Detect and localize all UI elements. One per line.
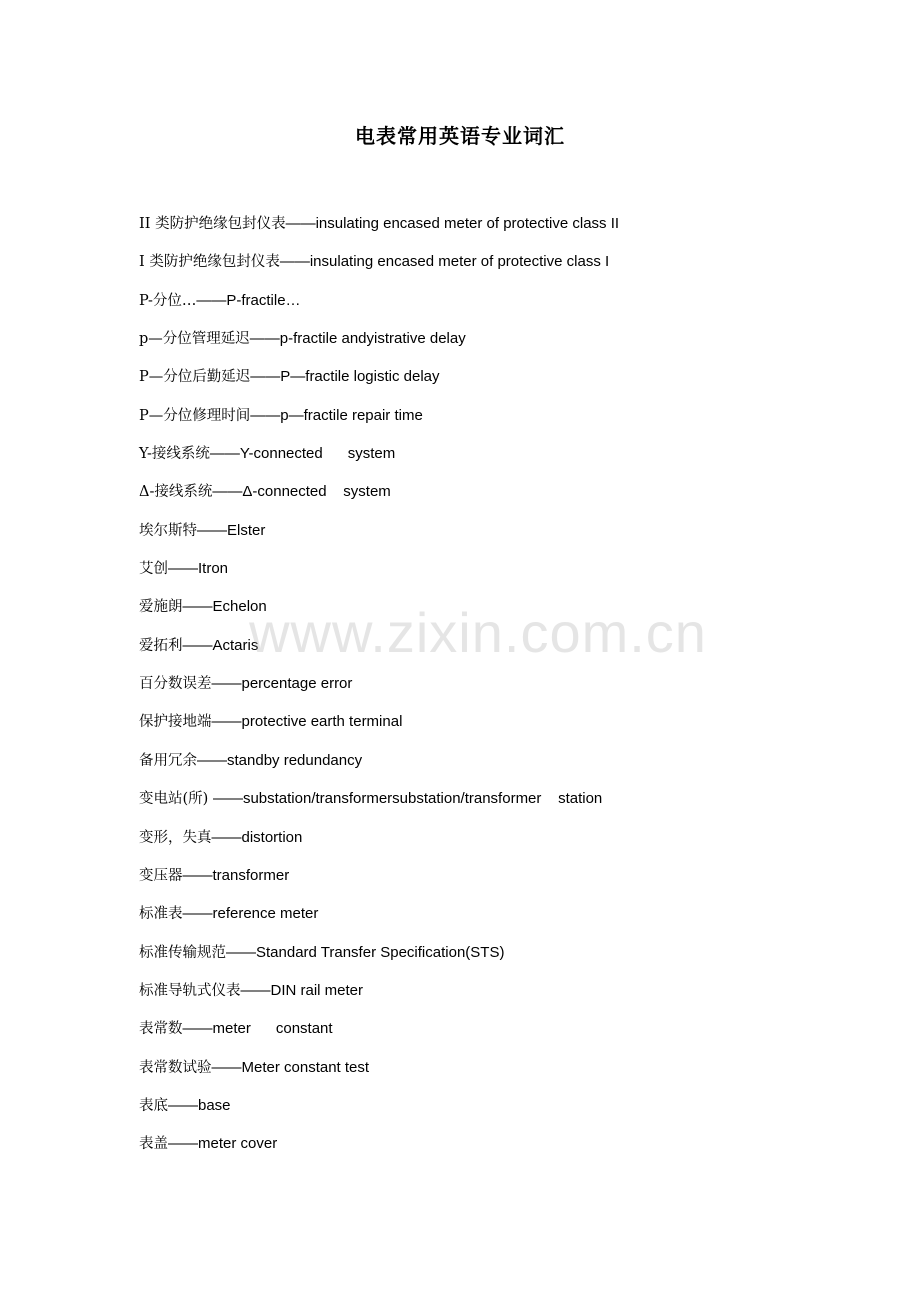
glossary-entry bbox=[139, 901, 839, 939]
term-separator: —— bbox=[211, 675, 242, 693]
term-separator: —— bbox=[250, 406, 281, 424]
term-chinese: 表常数 bbox=[139, 1021, 183, 1038]
glossary-entry bbox=[139, 748, 839, 786]
term-separator: —— bbox=[240, 981, 271, 999]
term-chinese: 标准表 bbox=[139, 906, 183, 923]
term-chinese: Δ-接线系统 bbox=[139, 484, 213, 501]
glossary-entry bbox=[139, 211, 839, 249]
term-separator: —— bbox=[212, 790, 243, 808]
term-separator: —— bbox=[197, 521, 227, 539]
page-title: 电表常用英语专业词汇 bbox=[355, 124, 565, 148]
term-separator: —— bbox=[182, 598, 213, 616]
term-separator: —— bbox=[212, 483, 243, 501]
glossary-entry bbox=[139, 825, 839, 863]
glossary-entry bbox=[139, 364, 839, 402]
term-separator: —— bbox=[182, 1020, 213, 1038]
term-chinese: p—分位管理延迟 bbox=[139, 331, 250, 348]
term-chinese: II 类防护绝缘包封仪表 bbox=[139, 216, 286, 232]
term-english: P-fractile… bbox=[226, 291, 301, 309]
term-chinese: P—分位修理时间 bbox=[139, 407, 251, 424]
glossary-entry bbox=[139, 863, 839, 901]
term-separator: —— bbox=[279, 253, 310, 271]
term-chinese: 变形，失真 bbox=[139, 829, 212, 846]
term-chinese: 备用冗余 bbox=[139, 752, 197, 769]
term-separator: —— bbox=[211, 828, 242, 846]
term-separator: —— bbox=[209, 445, 240, 463]
glossary-entry bbox=[139, 479, 839, 517]
term-chinese: 表常数试验 bbox=[139, 1059, 212, 1076]
term-english: Actaris bbox=[212, 636, 259, 654]
glossary-entry bbox=[139, 594, 839, 632]
term-separator: —— bbox=[182, 636, 213, 654]
term-english: Itron bbox=[198, 560, 229, 578]
term-chinese: P-分位… bbox=[139, 292, 197, 309]
glossary-entry bbox=[139, 671, 839, 709]
term-english: substation/transformersubstation/transformer station bbox=[242, 790, 603, 808]
term-chinese: 标准传输规范 bbox=[139, 944, 226, 961]
term-english: Meter constant test bbox=[241, 1058, 370, 1076]
term-separator: —— bbox=[182, 905, 213, 923]
term-chinese: 埃尔斯特 bbox=[139, 522, 197, 539]
term-chinese: 爱拓利 bbox=[139, 637, 183, 654]
term-chinese: 变压器 bbox=[139, 867, 183, 884]
term-chinese: 表底 bbox=[139, 1097, 168, 1114]
term-separator: —— bbox=[168, 560, 198, 578]
term-separator: —— bbox=[211, 713, 242, 731]
term-chinese: P—分位后勤延迟 bbox=[139, 369, 251, 386]
watermark: www.zixin.com.cn bbox=[249, 601, 707, 664]
term-english: protective earth terminal bbox=[241, 713, 403, 731]
glossary-entry bbox=[139, 978, 839, 1016]
term-separator: —— bbox=[211, 1058, 242, 1076]
term-english: insulating encased meter of protective class II bbox=[315, 215, 620, 232]
term-separator: —— bbox=[182, 866, 213, 884]
term-chinese: 标准导轨式仪表 bbox=[139, 982, 241, 999]
glossary-entry bbox=[139, 1016, 839, 1054]
term-separator: —— bbox=[250, 368, 281, 386]
term-english: Y-connected system bbox=[239, 445, 396, 463]
term-english: Elster bbox=[227, 521, 266, 539]
term-separator: —— bbox=[197, 751, 227, 769]
glossary-list bbox=[139, 211, 839, 1170]
glossary-entry bbox=[139, 1131, 839, 1169]
term-english: P—fractile logistic delay bbox=[280, 368, 440, 386]
term-english: Standard Transfer Specification(STS) bbox=[256, 943, 505, 961]
glossary-entry bbox=[139, 709, 839, 747]
glossary-entry bbox=[139, 326, 839, 364]
glossary-entry bbox=[139, 249, 839, 287]
glossary-entry bbox=[139, 633, 839, 671]
term-chinese: 爱施朗 bbox=[139, 599, 183, 616]
term-english: meter cover bbox=[198, 1135, 278, 1153]
term-english: p—fractile repair time bbox=[280, 406, 423, 424]
term-chinese: 变电站(所) bbox=[139, 791, 213, 808]
term-separator: —— bbox=[196, 291, 227, 309]
term-separator: —— bbox=[249, 330, 280, 348]
glossary-entry bbox=[139, 441, 839, 479]
term-english: Echelon bbox=[212, 598, 267, 616]
term-english: DIN rail meter bbox=[270, 981, 364, 999]
term-chinese: 保护接地端 bbox=[139, 714, 212, 731]
term-english: meter constant bbox=[212, 1020, 333, 1038]
term-chinese: I 类防护绝缘包封仪表 bbox=[139, 254, 280, 271]
term-english: standby redundancy bbox=[227, 751, 363, 769]
term-english: transformer bbox=[212, 866, 290, 884]
glossary-entry bbox=[139, 556, 839, 594]
glossary-entry bbox=[139, 940, 839, 978]
glossary-entry bbox=[139, 288, 839, 326]
term-chinese: Y-接线系统 bbox=[139, 446, 210, 463]
term-chinese: 艾创 bbox=[139, 561, 168, 578]
term-chinese: 表盖 bbox=[139, 1136, 168, 1153]
term-english: insulating encased meter of protective class I bbox=[309, 253, 610, 271]
term-separator: —— bbox=[168, 1096, 198, 1114]
glossary-entry bbox=[139, 518, 839, 556]
term-english: percentage error bbox=[241, 675, 353, 693]
term-english: p-fractile andyistrative delay bbox=[279, 330, 466, 348]
term-separator: —— bbox=[285, 215, 316, 232]
term-english: distortion bbox=[241, 828, 303, 846]
glossary-entry bbox=[139, 786, 839, 824]
glossary-entry bbox=[139, 403, 839, 441]
term-english: reference meter bbox=[212, 905, 319, 923]
term-english: base bbox=[198, 1096, 231, 1114]
term-english: Δ-connected system bbox=[242, 483, 391, 501]
term-chinese: 百分数误差 bbox=[139, 676, 212, 693]
glossary-entry bbox=[139, 1055, 839, 1093]
term-separator: —— bbox=[226, 943, 256, 961]
glossary-entry bbox=[139, 1093, 839, 1131]
term-separator: —— bbox=[168, 1135, 198, 1153]
